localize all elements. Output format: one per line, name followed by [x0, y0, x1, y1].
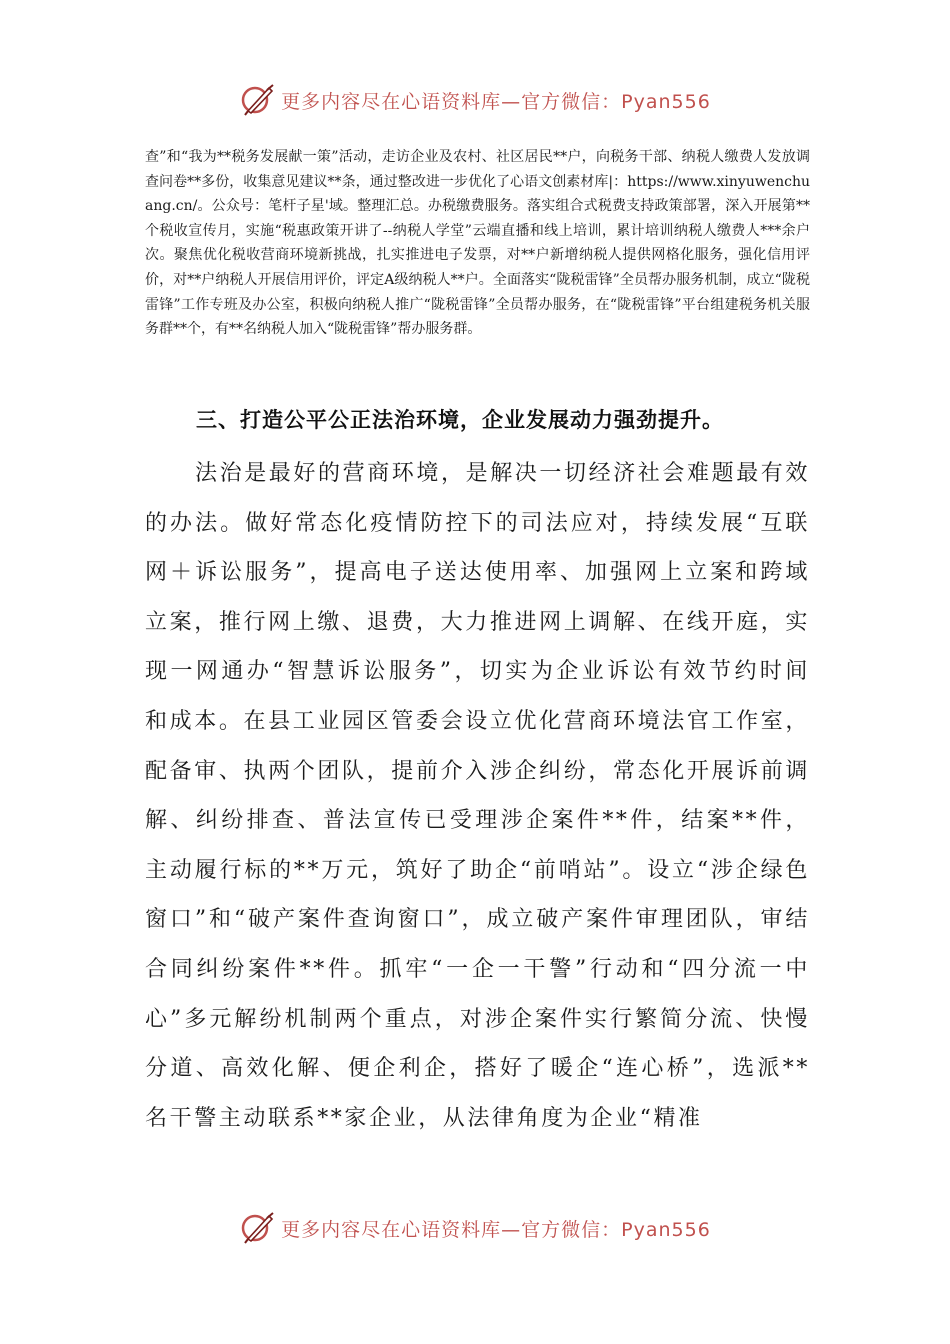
footer-banner — [0, 1208, 950, 1248]
quill-pen-logo-icon — [239, 1210, 275, 1246]
header-banner — [0, 80, 950, 120]
section-heading: 三、打造公平公正法治环境，企业发展动力强劲提升。 — [196, 408, 724, 432]
quill-pen-logo-icon — [239, 82, 275, 118]
header-banner-text: 更多内容尽在心语资料库—官方微信：Pyan556 — [281, 90, 711, 113]
intro-paragraph: 查”和“我为**税务发展献一策”活动，走访企业及农村、社区居民**户，向税务干部、纳税人缴费人发放调查问卷**多份，收集意见建议**条，通过整改进一步优化了心语文创素材库|：https://www.xinyuwenchuang.cn/。公众号：笔杆子星'域。整理汇总。办税缴费服务。落实组合式税费支持政策部署，深入开展第**个税收宣传月，实施“税惠政策开讲了--纳税人学堂”云端直播和线上培训，累计培训纳税人缴费人***余户次。聚焦优化税收营商环境新挑战，扎实推进电子发票，对**户新增纳税人提供网格化服务，强化信用评价，对**户纳税人开展信用评价，评定A级纳税人**户。全面落实“陇税雷锋”全员帮办服务机制，成立“陇税雷锋”工作专班及办公室，积极向纳税人推广“陇税雷锋”全员帮办服务，在“陇税雷锋”平台组建税务机关服务群**个，有**名纳税人加入“陇税雷锋”帮办服务群。 — [145, 149, 810, 338]
footer-banner-text: 更多内容尽在心语资料库—官方微信：Pyan556 — [281, 1218, 711, 1241]
body-paragraph: 法治是最好的营商环境，是解决一切经济社会难题最有效的办法。做好常态化疫情防控下的司法应对，持续发展“互联网＋诉讼服务”，提高电子送达使用率、加强网上立案和跨域立案，推行网上缴、退费，大力推进网上调解、在线开庭，实现一网通办“智慧诉讼服务”，切实为企业诉讼有效节约时间和成本。在县工业园区管委会设立优化营商环境法官工作室，配备审、执两个团队，提前介入涉企纠纷，常态化开展诉前调解、纠纷排查、普法宣传已受理涉企案件**件，结案**件，主动履行标的**万元，筑好了助企“前哨站”。设立“涉企绿色窗口”和“破产案件查询窗口”，成立破产案件审理团队，审结合同纠纷案件**件。抓牢“一企一干警”行动和“四分流一中心”多元解纷机制两个重点，对涉企案件实行繁简分流、快慢分道、高效化解、便企利企，搭好了暖企“连心桥”，选派**名干警主动联系**家企业，从法律角度为企业“精准 — [145, 461, 811, 1131]
